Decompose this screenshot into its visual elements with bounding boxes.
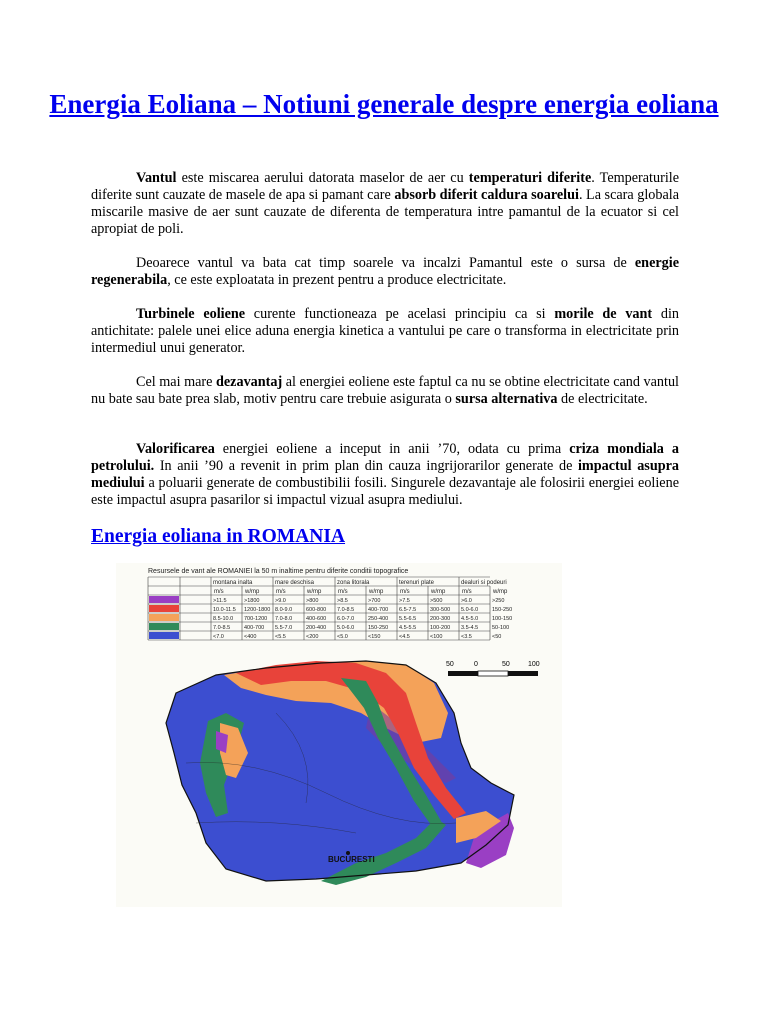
- legend-value-cell: 10.0-11.5: [213, 607, 236, 613]
- legend-color-swatch: [149, 632, 179, 639]
- legend-value-cell: >8.5: [337, 598, 348, 604]
- legend-value-cell: 7.0-8.5: [213, 625, 231, 631]
- legend-value-cell: 8.5-10.0: [213, 616, 234, 622]
- svg-text:50: 50: [446, 661, 454, 668]
- legend-value-cell: <150: [368, 634, 381, 640]
- legend-group-header: dealuri si podeuri: [461, 580, 507, 586]
- legend-value-cell: >11.5: [213, 598, 227, 604]
- legend-value-cell: 4.5-5.5: [399, 625, 417, 631]
- legend-value-cell: >800: [306, 598, 319, 604]
- legend-value-cell: 100-150: [492, 616, 513, 622]
- legend-value-cell: 200-300: [430, 616, 451, 622]
- page-title: Energia Eoliana – Notiuni generale despre energia eoliana: [49, 89, 719, 119]
- legend-value-cell: >250: [492, 598, 505, 604]
- legend-value-cell: 3.5-4.5: [461, 625, 479, 631]
- legend-value-cell: 400-700: [244, 625, 265, 631]
- paragraph-regenerabila: Deoarece vantul va bata cat timp soarele va incalzi Pamantul este o sursa de energie regenerabila, ce este exploatata in prezent pentru a produce electricitate.: [91, 255, 679, 288]
- legend-value-cell: 700-1200: [244, 616, 268, 622]
- legend-value-cell: 400-700: [368, 607, 389, 613]
- legend-value-cell: >500: [430, 598, 443, 604]
- legend-value-cell: >7.5: [399, 598, 410, 604]
- legend-unit-header: m/s: [338, 589, 348, 595]
- legend-color-swatch: [149, 614, 179, 621]
- legend-value-cell: 5.5-6.5: [399, 616, 417, 622]
- legend-value-cell: 150-250: [368, 625, 389, 631]
- legend-value-cell: <5.0: [337, 634, 348, 640]
- legend-group-header: montana inalta: [213, 580, 253, 586]
- city-label: BUCURESTI: [328, 855, 375, 864]
- legend-unit-header: m/s: [214, 589, 224, 595]
- legend-value-cell: 6.0-7.0: [337, 616, 355, 622]
- legend-value-cell: 100-200: [430, 625, 451, 631]
- legend-value-cell: <400: [244, 634, 257, 640]
- legend-value-cell: >700: [368, 598, 381, 604]
- wind-resource-map: [116, 563, 562, 907]
- legend-group-header: mare deschisa: [275, 580, 315, 586]
- legend-unit-header: w/mp: [493, 589, 508, 595]
- legend-value-cell: 300-500: [430, 607, 451, 613]
- legend-unit-header: m/s: [276, 589, 286, 595]
- legend-value-cell: 5.0-6.0: [337, 625, 355, 631]
- legend-value-cell: 5.5-7.0: [275, 625, 293, 631]
- city-marker: [346, 851, 350, 855]
- legend-value-cell: 5.0-6.0: [461, 607, 479, 613]
- legend-color-swatch: [149, 623, 179, 630]
- legend-color-swatch: [149, 596, 179, 603]
- legend-value-cell: 50-100: [492, 625, 510, 631]
- legend-value-cell: <7.0: [213, 634, 224, 640]
- legend-value-cell: 6.5-7.5: [399, 607, 417, 613]
- legend-value-cell: >6.0: [461, 598, 472, 604]
- legend-value-cell: 7.0-8.0: [275, 616, 293, 622]
- legend-value-cell: >9.0: [275, 598, 286, 604]
- legend-color-swatch: [149, 605, 179, 612]
- legend-unit-header: w/mp: [245, 589, 260, 595]
- legend-value-cell: <50: [492, 634, 502, 640]
- legend-value-cell: 8.0-9.0: [275, 607, 293, 613]
- section-heading-romania: Energia eoliana in ROMANIA: [91, 526, 346, 547]
- legend-group-header: terenuri plate: [399, 580, 435, 586]
- legend-value-cell: 4.5-5.0: [461, 616, 479, 622]
- legend-value-cell: >1800: [244, 598, 260, 604]
- paragraph-dezavantaj: Cel mai mare dezavantaj al energiei eoliene este faptul ca nu se obtine electricitate cand vantul nu bate sau bate prea slab, motiv pentru care trebuie asigurata o sursa alternativa de electricitate.: [91, 374, 679, 407]
- legend-value-cell: 250-400: [368, 616, 389, 622]
- legend-unit-header: w/mp: [431, 589, 446, 595]
- map-caption: Resursele de vant ale ROMANIEI la 50 m inaltime pentru diferite conditii topografice: [148, 568, 409, 575]
- legend-value-cell: 600-800: [306, 607, 327, 613]
- wind-map-svg: [116, 563, 562, 907]
- legend-value-cell: 200-400: [306, 625, 327, 631]
- legend-value-cell: <5.5: [275, 634, 286, 640]
- legend-value-cell: 7.0-8.5: [337, 607, 355, 613]
- legend-value-cell: <3.5: [461, 634, 472, 640]
- paragraph-valorificare: Valorificarea energiei eoliene a inceput in anii ’70, odata cu prima criza mondiala a petrolului. In anii ’90 a revenit in prim plan din cauza ingrijorarilor generate de impactul asupra mediului a poluarii generate de combustibilii fosili. Singurele dezavantaje ale folosirii energiei eoliene este impactul asupra pasarilor si impactul vizual asupra mediului.: [91, 441, 679, 508]
- legend-unit-header: m/s: [400, 589, 410, 595]
- legend-value-cell: 1200-1800: [244, 607, 271, 613]
- svg-text:100: 100: [528, 661, 540, 668]
- svg-text:0: 0: [474, 661, 478, 668]
- legend-unit-header: w/mp: [369, 589, 384, 595]
- legend-unit-header: w/mp: [307, 589, 322, 595]
- svg-text:50: 50: [502, 661, 510, 668]
- legend-value-cell: <100: [430, 634, 443, 640]
- legend-value-cell: 400-600: [306, 616, 327, 622]
- legend-group-header: zona litorala: [337, 580, 370, 586]
- legend-value-cell: <4.5: [399, 634, 410, 640]
- paragraph-vantul: Vantul este miscarea aerului datorata maselor de aer cu temperaturi diferite. Temperaturile diferite sunt cauzate de masele de apa si pamant care absorb diferit caldura soarelui. La scara globala miscarile masive de aer sunt cauzate de diferenta de temperatura intre pamantul de la ecuator si cel apropiat de poli.: [91, 170, 679, 237]
- legend-unit-header: m/s: [462, 589, 472, 595]
- paragraph-turbine: Turbinele eoliene curente functioneaza pe acelasi principiu ca si morile de vant din antichitate: palele unei elice aduna energia kinetica a vantului pe care o transforma in electricitate prin intermediul unui generator.: [91, 306, 679, 356]
- legend-value-cell: <200: [306, 634, 319, 640]
- legend-value-cell: 150-250: [492, 607, 513, 613]
